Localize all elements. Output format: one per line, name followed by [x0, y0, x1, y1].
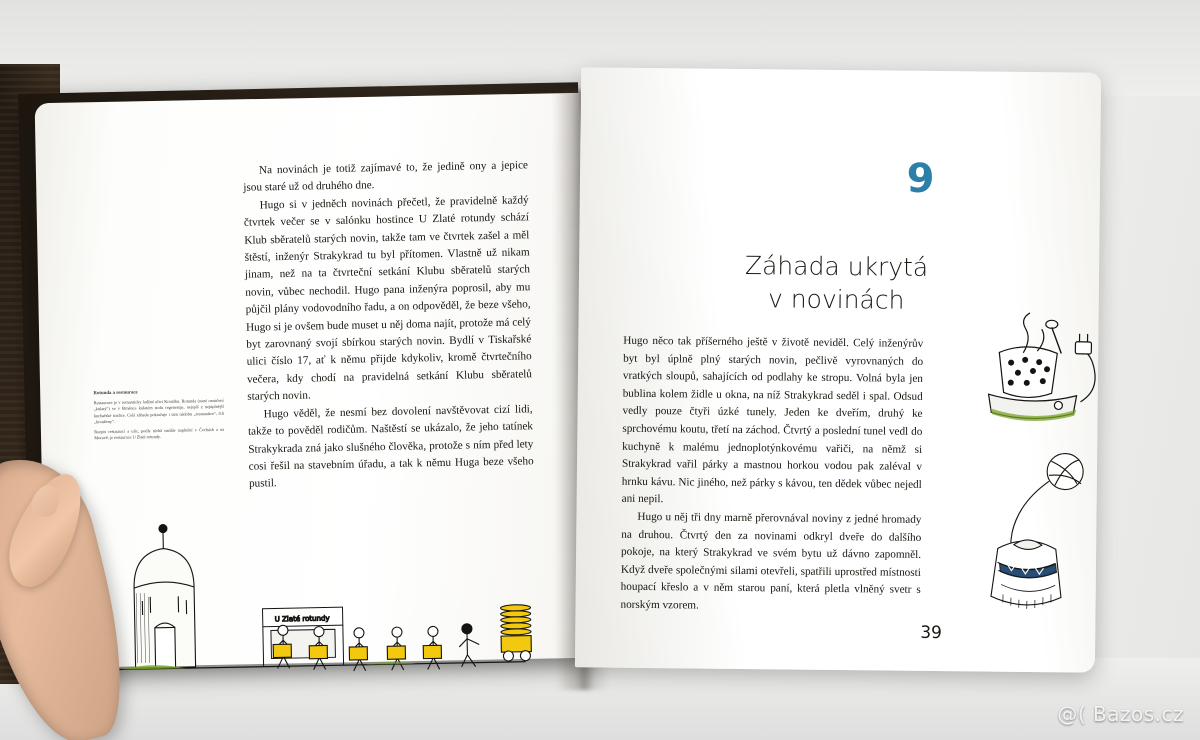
page-number: 39	[920, 622, 942, 644]
left-paragraph-2: Hugo si v jedněch novinách přečetl, že pravidelně každý čtvrtek večer se v salónku hostince U Zlaté rotundy schází Klub sběratelů starých novin, takže tam ve čtvrtek zašel a měl štěstí, inženýr Strakykrad tu byl přítomen. Vlastně už nikam jinam, než na ta čtvrteční setkání Klubu sběratelů starých novin, vůbec nechodil. Hugo pana inženýra poprosil, aby mu půjčil plány vodovodního řadu, a on odpověděl, že beze všeho, Hugo si je ovšem bude muset u něj doma najít, protože má celý byt zarovnaný svojí sbírkou starých novin. Bydlí v Tiskařské ulici číslo 17, ať k němu přijde kdykoliv, kromě čtvrtečního večera, kdy chodí na pravidelná setkání Klubu sběratelů starých novin.	[243, 194, 533, 404]
right-paragraph-2: Hugo u něj tři dny marně přerovnával noviny z jedné hromady na druhou. Čtvrtý den za novinami odkryl dveře do dalšího pokoje, na který Strakykrad ve svém bytu už dávno zapomněl. Když dveře společnými silami otevřeli, spatřili uprostřed místnosti houpací křeslo a v něm starou paní, která pletla vlněný svetr s norským vzorem.	[620, 510, 922, 612]
open-book	[18, 60, 1148, 680]
chapter-title-line-1: Záhada ukrytá	[744, 251, 929, 282]
left-paragraph-3: Hugo věděl, že nesmí bez dovolení navštěvovat cizí lidi, takže to pověděl rodičům. Naštěstí se ukázalo, že jeho tatínek Strakykrada zná jako slušného člověka, protože s ním před lety cosi řešil na stavebním úřadu, a tak k němu Huga beze všeho pustil.	[247, 402, 534, 491]
coffee-pot-and-cup-ink-drawing	[962, 304, 1104, 436]
caption-line-1: Restaurace je v romanticky laděné ulici Kroužku. Rotunda (staré označení „kulatý“) se v Brněnce kulatém stolu regeneruje, nejspíš z nejúplnější kuchařské tradice. Celá záhada pokračuje i tam nádobu „restaurátor“, čili „krouženy“.	[93, 397, 224, 425]
chapter-number: 9	[906, 155, 934, 202]
right-paragraph-1: Hugo něco tak příšerného ještě v životě neviděl. Celý inženýrův byt byl úplně plný starých novin, pečlivě vyrovnaných do vratkých sloupů, sahajících od podlahy ke stropu. Volná byla jen bublina kolem židle u okna, na níž Strakykrad seděl i spal. Odsud vedly pouze čtyři úzké tunely. Jeden ke dveřím, druhý ke sprchovému koutu, třetí na záchod. Čtvrtý a poslední tunel vedl do kuchyně k malému jednoplotýnkovému vařiči, na němž si Strakykrad vařil párky a mastnou horkou vodou pak zaléval v hrnku kávu. Nic jiného, než párky s kávou, ten dědek vůbec nejedl ani nepil.	[621, 334, 924, 506]
left-page-caption	[93, 389, 224, 446]
caption-title: Rotunda a restaurace	[93, 390, 138, 397]
caption-line-2: Rozpis restaurací a ulic, podle nichž nadále naplnění v Čechách a na Moravě, je restaurace U Zlaté rotundy.	[94, 426, 225, 441]
watermark: @( Bazos.cz	[1057, 702, 1184, 726]
rotunda-and-people-ink-drawing	[62, 486, 535, 680]
svg-text:U Zlaté rotundy: U Zlaté rotundy	[274, 614, 330, 624]
chapter-title-line-2: v novinách	[767, 284, 905, 315]
left-page-text-column	[243, 157, 534, 493]
right-page-text-column	[620, 333, 923, 618]
chapter-title	[709, 249, 965, 318]
left-paragraph-1: Na novinách je totiž zajímavé to, že jedině ony a jepice jsou staré už od druhého dne.	[243, 159, 529, 195]
yarn-ball-and-knitted-sweater-ink-drawing	[966, 444, 1099, 631]
